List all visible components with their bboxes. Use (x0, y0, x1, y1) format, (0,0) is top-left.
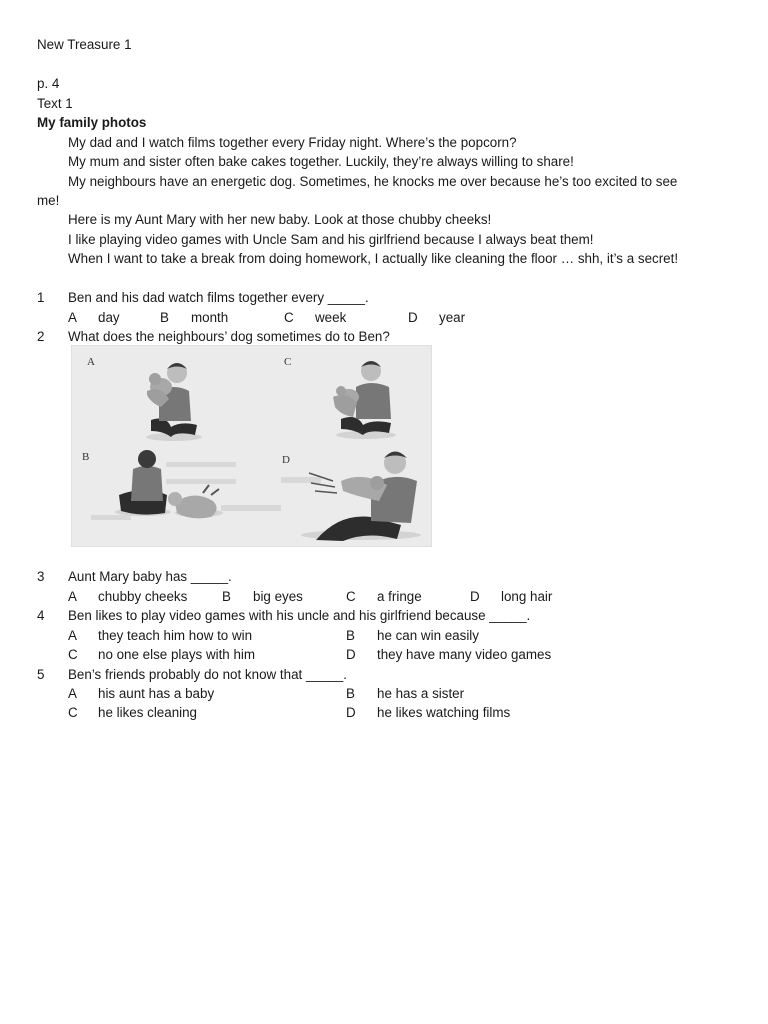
option-letter: C (68, 705, 78, 720)
passage-line: My dad and I watch films together every Friday night. Where’s the popcorn? (68, 135, 517, 150)
figure-label-c: C (284, 356, 292, 368)
option-letter: A (68, 628, 77, 643)
question-text: Ben and his dad watch films together every _____. (68, 290, 369, 305)
option-text: a fringe (377, 589, 422, 604)
passage-line: My mum and sister often bake cakes together. Luckily, they’re always willing to share! (68, 154, 574, 169)
passage-line: My neighbours have an energetic dog. Sometimes, he knocks me over because he’s too excited to see (68, 174, 678, 189)
page-number: p. 4 (37, 76, 60, 91)
passage-line: I like playing video games with Uncle Sam and his girlfriend because I always beat them! (68, 232, 594, 247)
option-text: they have many video games (377, 647, 552, 662)
question-number: 5 (37, 667, 45, 682)
option-letter: A (68, 589, 77, 604)
question-number: 3 (37, 569, 45, 584)
figure-label-b: B (82, 451, 90, 463)
option-letter: C (68, 647, 78, 662)
option-letter: D (346, 705, 356, 720)
question-text: Ben’s friends probably do not know that _____. (68, 667, 347, 682)
figure-label-a: A (87, 356, 95, 368)
option-text: he likes cleaning (98, 705, 198, 720)
option-text: he can win easily (377, 628, 479, 643)
option-text: he has a sister (377, 686, 465, 701)
passage-line: When I want to take a break from doing homework, I actually like cleaning the floor … shh, it’s a secret! (68, 251, 679, 266)
option-text: no one else plays with him (98, 647, 256, 662)
passage-line: me! (37, 193, 60, 208)
book-title: New Treasure 1 (37, 37, 132, 52)
question-text: Ben likes to play video games with his uncle and his girlfriend because _____. (68, 608, 531, 623)
option-letter: D (346, 647, 356, 662)
option-letter: B (346, 686, 355, 701)
option-letter: B (346, 628, 355, 643)
question-number: 2 (37, 329, 45, 344)
option-text: big eyes (253, 589, 303, 604)
option-letter: D (408, 310, 418, 325)
option-letter: A (68, 310, 77, 325)
option-letter: C (284, 310, 294, 325)
option-text: he likes watching films (377, 705, 511, 720)
option-letter: D (470, 589, 480, 604)
text-label: Text 1 (37, 96, 73, 111)
question-number: 1 (37, 290, 45, 305)
figure-label-d: D (282, 454, 290, 466)
option-text: chubby cheeks (98, 589, 188, 604)
option-text: week (315, 310, 347, 325)
option-letter: C (346, 589, 356, 604)
question-text: What does the neighbours’ dog sometimes do to Ben? (68, 329, 390, 344)
option-letter: B (160, 310, 169, 325)
dog-scenes-illustration (71, 345, 432, 547)
option-text: year (439, 310, 466, 325)
option-text: his aunt has a baby (98, 686, 215, 701)
question-text: Aunt Mary baby has _____. (68, 569, 232, 584)
option-text: long hair (501, 589, 553, 604)
passage-line: Here is my Aunt Mary with her new baby. Look at those chubby cheeks! (68, 212, 492, 227)
question-number: 4 (37, 608, 45, 623)
option-letter: A (68, 686, 77, 701)
option-text: they teach him how to win (98, 628, 253, 643)
option-text: month (191, 310, 229, 325)
option-letter: B (222, 589, 231, 604)
passage-title: My family photos (37, 115, 147, 130)
option-text: day (98, 310, 120, 325)
